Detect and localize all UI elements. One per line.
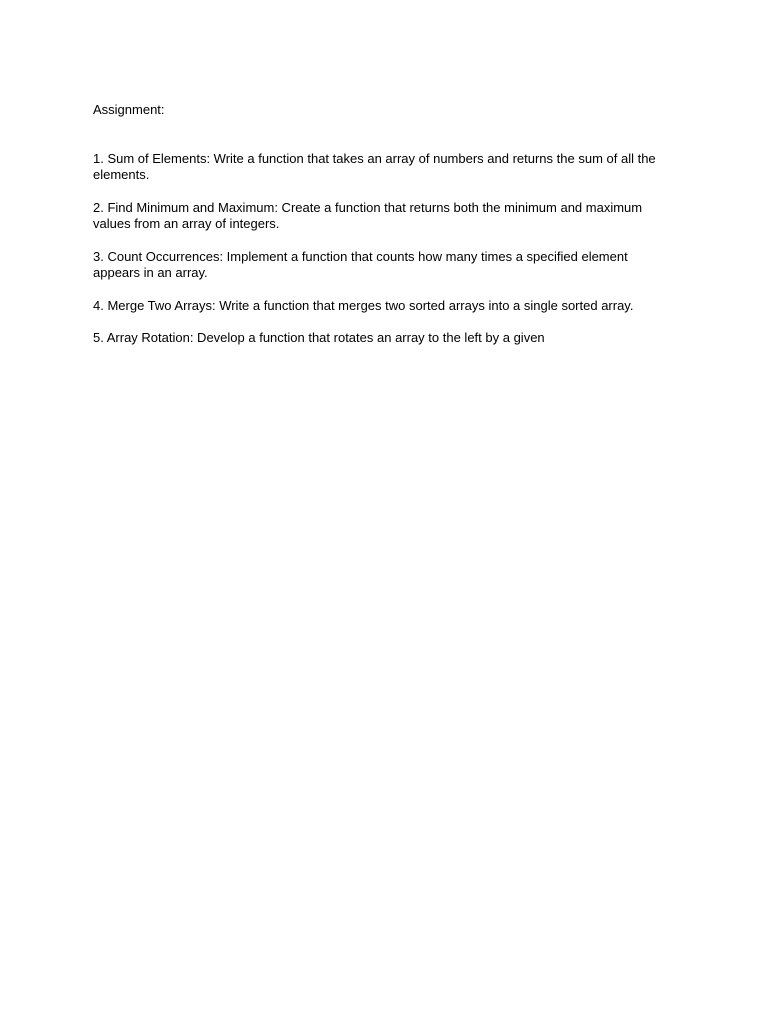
document-body bbox=[93, 102, 673, 363]
assignment-heading: Assignment: bbox=[93, 102, 165, 117]
assignment-list bbox=[93, 151, 673, 347]
assignment-item-2: 2. Find Minimum and Maximum: Create a function that returns both the minimum and maximum values from an array of integers. bbox=[93, 199, 643, 231]
assignment-item-5: 5. Array Rotation: Develop a function that rotates an array to the left by a given bbox=[93, 330, 545, 345]
assignment-item-3: 3. Count Occurrences: Implement a function that counts how many times a specified element appears in an array. bbox=[93, 248, 628, 280]
assignment-item-1: 1. Sum of Elements: Write a function that takes an array of numbers and returns the sum of all the elements. bbox=[93, 150, 656, 182]
assignment-item-4: 4. Merge Two Arrays: Write a function that merges two sorted arrays into a single sorted array. bbox=[93, 297, 634, 313]
